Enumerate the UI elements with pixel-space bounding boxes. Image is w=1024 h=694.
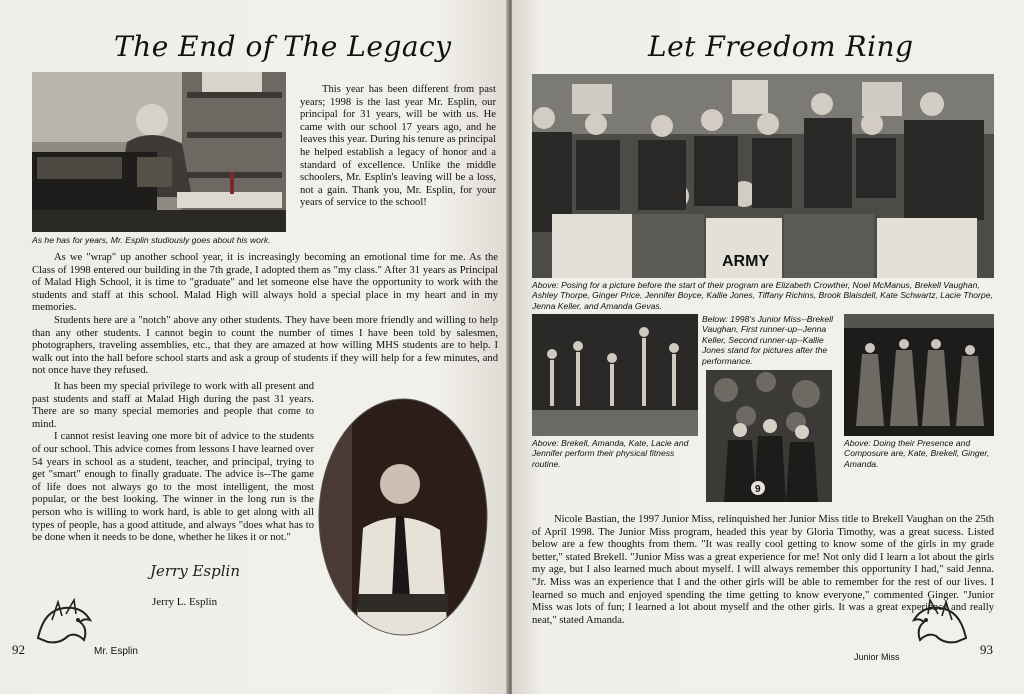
left-page-footer-label: Mr. Esplin	[94, 646, 138, 657]
junior-miss-group-photo	[532, 74, 994, 278]
principal-photo-caption: As he has for years, Mr. Esplin studiously goes about his work.	[32, 235, 271, 245]
principal-at-desk-photo	[32, 72, 286, 232]
letter-body-continued	[32, 381, 314, 545]
group-photo-caption: Above: Posing for a picture before the start of their program are Elizabeth Crowther, Noel McManus, Brekell Vaughan, Ashley Thorpe, Ginger Price, Jennifer Boyce, Kallie Jones, Tiffany Richins, Brook Blaisdell, Kate Schwartz, Lacie Thorpe, Jenna Keller, and Amanda Gevas.	[532, 280, 993, 311]
right-page-number: 93	[980, 642, 993, 657]
letter-paragraph-4: I cannot resist leaving one more bit of advice to the students of our school. This advice comes from lessons I have learned over 54 years in school as a student, teacher, and principal, trying to get "smart" enough to finally graduate. The advice is--The game of life does not always go to the most intelligent, the most popular, or the best looking. The winner in the long run is the person who is willing to work hard, is able to get along with all types of people, has a good attitude, and always "does what has to be done when it needs to be done, whether he likes it or not."	[32, 431, 314, 544]
fitness-routine-photo	[532, 314, 698, 436]
signature-name: Jerry L. Esplin	[152, 596, 218, 608]
left-page	[0, 0, 508, 694]
presence-composure-photo	[844, 314, 994, 436]
letter-paragraph-3: It has been my special privilege to work with all present and past students and staff at Malad High during the past 31 years. There are so many special memories and people that come to mind.	[32, 381, 314, 430]
intro-paragraph-block	[300, 84, 496, 210]
fitness-photo-caption: Above: Brekell, Amanda, Kate, Lacie and Jennifer perform their physical fitness routine.	[532, 438, 689, 469]
handwritten-signature: Jerry Esplin	[150, 562, 240, 580]
letter-paragraph-1: As we "wrap" up another school year, it is increasingly becoming an emotional time for me. As the Class of 1998 entered our building in the 7th grade, I adopted them as "my class." After 31 years as Principal of Malad High School, it is time to "graduate" and let someone else have the opportunity to work with the students and staff at this school. Malad High will always hold a special place in my heart and in my memories.	[32, 252, 498, 314]
dragon-mascot-icon	[908, 598, 970, 648]
right-page-footer-label: Junior Miss	[854, 652, 900, 662]
presence-photo-caption: Above: Doing their Presence and Composure are, Kate, Brekell, Ginger, Amanda.	[844, 438, 990, 469]
contestant-number: 9	[755, 484, 761, 495]
right-page-title: Let Freedom Ring	[648, 30, 914, 63]
winners-photo-caption: Below: 1998's Junior Miss--Brekell Vaughan, First runner-up--Jenna Keller, Second runner-up--Kallie Jones stand for pictures after the performance.	[702, 314, 834, 366]
left-page-title: The End of The Legacy	[114, 30, 452, 63]
intro-paragraph: This year has been different from past years; 1998 is the last year Mr. Esplin, our principal for 31 years, will be with us. He came with our school 17 years ago, and he leaves this year. During his tenure as principal he helped establish a legacy of honor and a standard of excellence. Unlike the middle schoolers, Mr. Esplin's leaving will be a loss, not a gain. Thank you, Mr. Esplin, for your years of service to the school!	[300, 84, 496, 209]
story-paragraph: Nicole Bastian, the 1997 Junior Miss, relinquished her Junior Miss title to Brekell Vaughan on the 25th of April 1998. The Junior Miss program, headed this year by Gloria Timothy, was a great sucess. Listed below are a few thoughts from them. "It was really cool getting to know some of the girls in my grade better," stated Brekell. "Junior Miss was a great experience for me! Not only did I learn a lot about the girls my age, but I also learned much about myself. I will always remember this opportunity I had," said Jenna. "Jr. Miss was an experience that I and the other girls will be able to remember for the rest of our lives. I learned so much and enjoyed spending the time getting to know everyone," commented Ginger. "Junior Miss was lots of fun; I learned a lot about myself and the other girls. It was a great experience and really neat," stated Amanda.	[532, 514, 994, 626]
group-photo-shirt-text: ARMY	[722, 253, 770, 270]
right-page	[512, 0, 1024, 694]
dragon-mascot-icon	[34, 598, 96, 648]
letter-body	[32, 252, 498, 378]
left-page-number: 92	[12, 642, 25, 657]
letter-paragraph-2: Students here are a "notch" above any other students. They have been more friendly and willing to help than any other students. I cannot begin to count the number of times I have been told by salesmen, photographers, traveling assemblies, etc., that they are amazed at how willing MHS students are to help. I walk out into the hall before school starts and ask a group of students if they will help for a few minutes, and not once have they refused.	[32, 314, 498, 377]
winners-photo	[706, 370, 832, 502]
principal-portrait-oval	[318, 398, 488, 636]
